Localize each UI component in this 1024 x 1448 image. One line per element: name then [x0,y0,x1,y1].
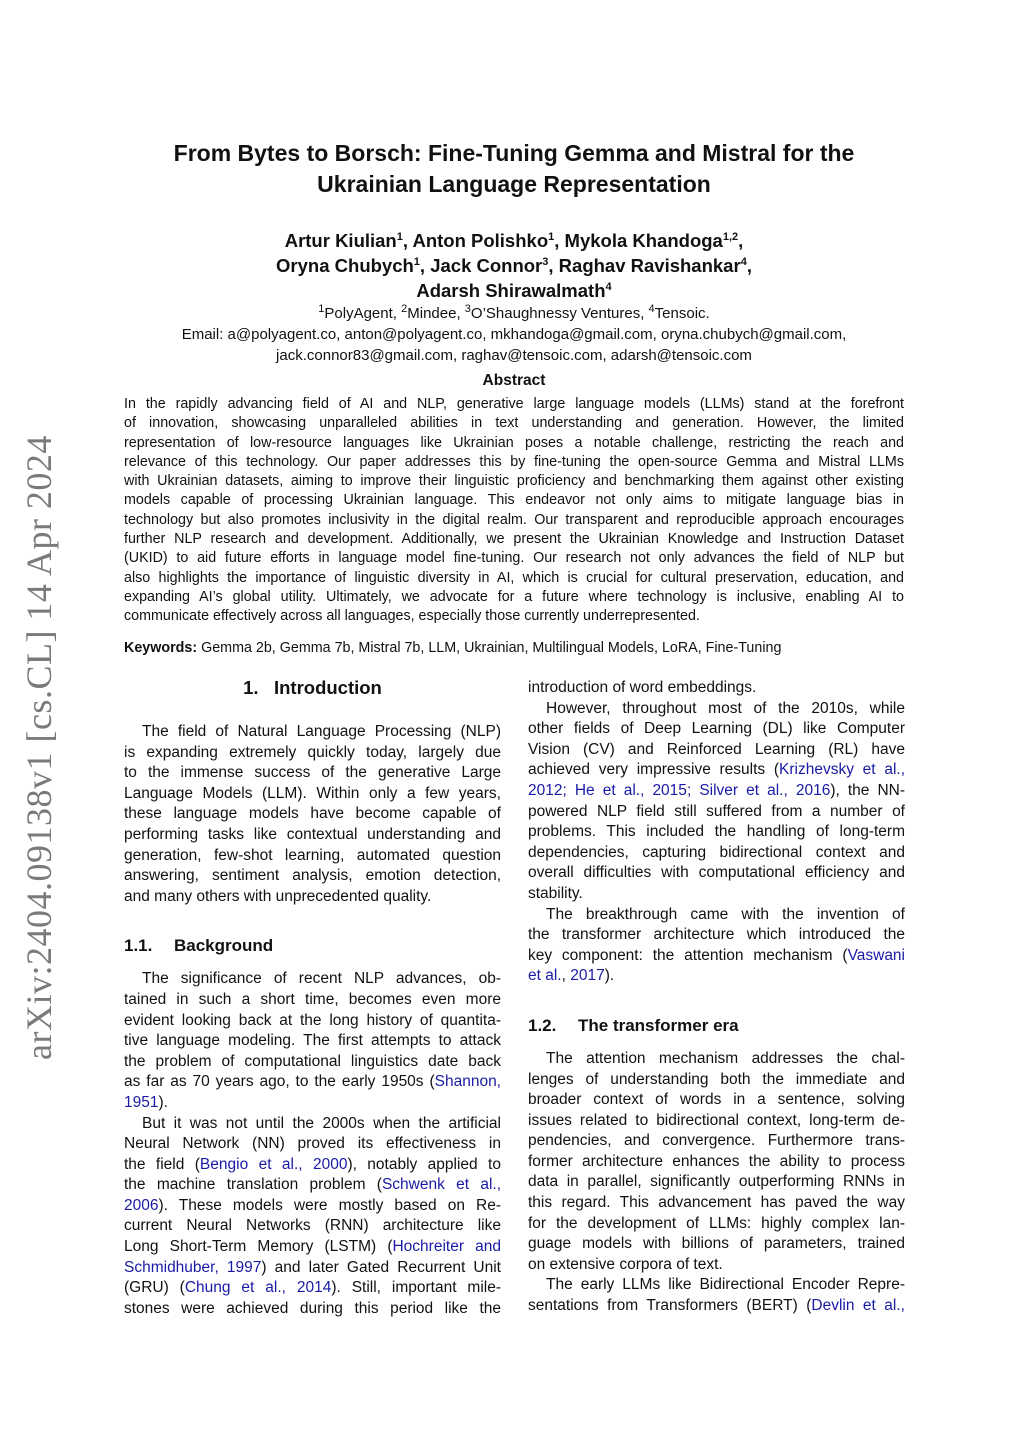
affiliation-line: $^1$PolyAgent, $^2$Mindee, $^3$O’Shaughnessy Ventures, $^4$Tensoic. [318,303,710,322]
citation-link[interactable]: Schmidhuber, 1997 [124,1258,262,1276]
citation-link[interactable]: 2017 [570,967,605,985]
email-line: jack.connor83@gmail.com, raghav@tensoic.com, adarsh@tensoic.com [276,347,752,364]
citation-link[interactable]: 1951 [124,1093,159,1111]
keywords [124,640,904,656]
paragraph: The field of Natural Language Processing (NLP) is expanding extremely quickly today, largely due to the immense success of the generative Large Language Models (LLM). Within only a few years, these language models have become capable of performing tasks like contextual understanding and generation, few-shot learning, automated question answering, sentiment analysis, emotion detection, and many others with unprecedented quality. [124,723,501,905]
paragraph: The breakthrough came with the invention of the transformer architecture which introduced the key component: the attention mechanism (Vaswani et al., 2017). [528,905,905,985]
citation-link[interactable]: Shannon, [434,1073,501,1091]
citation-link[interactable]: 2012 [528,781,563,799]
citation-link[interactable]: Schwenk et al., [381,1176,501,1194]
keywords-label: Keywords: [124,640,198,656]
section-heading-background: 1.1. Background [124,936,274,956]
citation-link[interactable]: Vaswani [847,946,905,964]
citation-link[interactable]: Chung et al., 2014 [184,1279,332,1297]
citation-link[interactable]: 2006 [124,1196,159,1214]
paper-title: From Bytes to Borsch: Fine-Tuning Gemma and Mistral for the Ukrainian Language Representation [173,140,855,197]
arxiv-stamp: arXiv:2404.09138v1 [cs.CL] 14 Apr 2024 [19,435,59,1060]
citation-link[interactable]: Bengio et al., 2000 [199,1155,348,1173]
abstract-body: In the rapidly advancing field of AI and NLP, generative large language models (LLMs) stand at the forefront of innovation, showcasing unparalleled abilities in text understanding and generation. However, the limited representation of low-resource languages like Ukrainian poses a notable challenge, restricting the reach and relevance of this technology. Our paper addresses this by fine-tuning the open-source Gemma and Mistral LLMs with Ukrainian datasets, aiming to improve their linguistic proficiency and benchmarking them against other existing models capable of processing Ukrainian language. This endeavor not only aims to mitigate language bias in technology but also promotes inclusivity in the digital realm. Our transparent and reproducible approach encourages further NLP research and development. Additionally, we present the Ukrainian Knowledge and Instruction Dataset (UKID) to aid future efforts in language model fine-tuning. Our research not only advances the field of NLP but also highlights the importance of linguistic diversity in AI, which is crucial for cultural preservation, education, and expanding AI’s global utility. Ultimately, we advocate for a future where technology is inclusive, enabling AI to communicate effectively across all languages, especially those currently underrepresented. [124,396,904,625]
paragraph: The attention mechanism addresses the chal- lenges of understanding both the immediate and broader context of words in a sentence, solving issues related to bidirectional context, long-term de- pendencies, and convergence. Furthermore trans- former architecture enhances the ability to process data in parallel, significantly outperforming RNNs in this regard. This advancement has paved the way for the development of LLMs: highly complex lan- guage models with billions of parameters, trained on extensive corpora of text. [528,1049,905,1273]
author-line: Adarsh Shirawalmath$^4$ [416,280,612,301]
author-line: Artur Kiulian$^1$, Anton Polishko$^1$, Mykola Khandoga$^{1,2}$, [284,230,744,251]
citation-link[interactable]: He et al., 2015 [574,781,687,799]
citation-link[interactable]: Hochreiter and [392,1238,501,1256]
citation-link[interactable]: et al. [528,967,562,985]
citation-link[interactable]: Devlin et al., [811,1297,905,1315]
paragraph: But it was not until the 2000s when the artificial Neural Network (NN) proved its effectiveness in the field (Bengio et al., 2000), notably applied to the machine translation problem (Schwenk et al., 2006). These models were mostly based on Re- current Neural Networks (RNN) architecture like Long Short-Term Memory (LSTM) (Hochreiter and Schmidhuber, 1997) and later Gated Recurrent Unit (GRU) (Chung et al., 2014). Still, important mile- stones were achieved during this period like the [124,1114,501,1317]
affiliations [124,303,904,366]
author-line: Oryna Chubych$^1$, Jack Connor$^3$, Raghav Ravishankar$^4$, [276,255,752,276]
section-heading-introduction: 1. Introduction [243,677,382,698]
citation-link[interactable]: Krizhevsky et al., [779,761,905,779]
paragraph: However, throughout most of the 2010s, while other fields of Deep Learning (DL) like Computer Vision (CV) and Reinforced Learning (RL) have achieved very impressive results (Krizhevsky et al., 2012; He et al., 2015; Silver et al., 2016), the NN- powered NLP field still suffered from a number of problems. This included the handling of long-term dependencies, capturing bidirectional context and overall difficulties with computational efficiency and stability. [528,699,906,902]
author-list [124,228,904,303]
paragraph: The early LLMs like Bidirectional Encoder Repre- sentations from Transformers (BERT) (Devlin et al., [528,1276,905,1315]
section-heading-transformer-era: 1.2. The transformer era [528,1015,739,1035]
email-line: Email: a@polyagent.co, anton@polyagent.co, mkhandoga@gmail.com, oryna.chubych@gmail.com, [181,326,847,343]
right-column: introduction of word embeddings. However, throughout most of the 2010s, while other fields of Deep Learning (DL) like Computer Vision (CV) and Reinforced Learning (RL) have achieved very impressive results (Krizhevsky et al., 2012; He et al., 2015; Silver et al., 2016), the NN- powered NLP field still suffered from a number of problems. This included the handling of long-term dependencies, capturing bidirectional context and overall difficulties with computational efficiency and stability. The breakthrough came with the invention of the transformer architecture which introduced the key component: the attention mechanism (Vaswani et al., 2017). 1.2. The transformer era The attention mechanism addresses the chal- lenges of understanding both the immediate and broader context of words in a sentence, solving issues related to bidirectional context, long-term de- pendencies, and convergence. Furthermore trans- former architecture enhances the ability to process data in parallel, significantly outperforming RNNs in this regard. This advancement has paved the way for the development of LLMs: highly complex lan- guage models with billions of parameters, trained on extensive corpora of text. The early LLMs like Bidirectional Encoder Repre- sentations from Transformers (BERT) (Devlin et al., [528,678,905,1317]
paragraph: The significance of recent NLP advances, ob- tained in such a short time, becomes even more evident looking back at the long history of quantita- tive language modeling. The first attempts to attack the problem of computational linguistics date back as far as 70 years ago, to the early 1950s (Shannon, 1951). [124,970,501,1111]
citation-link[interactable]: Silver et al., 2016 [699,781,831,799]
keywords-text: Gemma 2b, Gemma 7b, Mistral 7b, LLM, Ukrainian, Multilingual Models, LoRA, Fine-Tuning [201,640,782,656]
abstract-heading: Abstract [482,372,546,389]
left-column [124,676,501,1319]
